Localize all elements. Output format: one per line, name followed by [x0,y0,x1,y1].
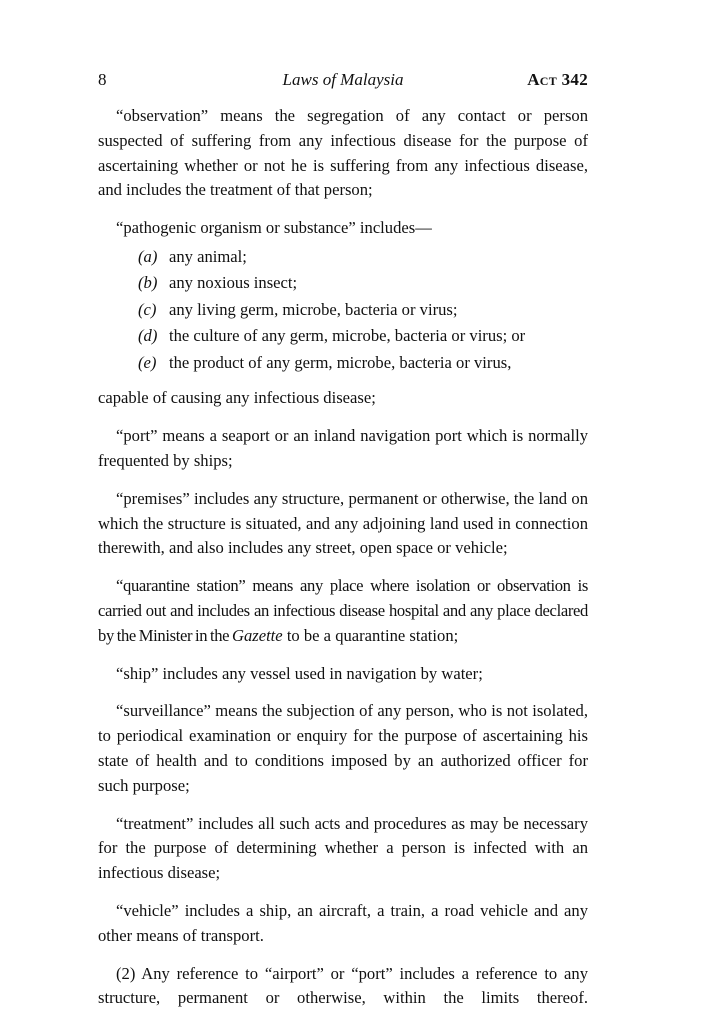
item-label: (e) [138,352,157,372]
definition-observation: “observation” means the segregation of any contact or person suspected of suffering from any infectious disease for the purpose of ascertaining whether or not he is suffering from any infectious disease, and includes the treatment of that person; [98,106,588,200]
list-item [98,350,588,377]
quarantine-text-start: “quarantine station” means any place where isolation or observation is carried out and includes an infectious disease hospital and any place declared by the Minister in the [98,576,588,645]
definition-pathogenic-intro: “pathogenic organism or substance” includes— [116,218,432,238]
list-item [98,244,588,271]
document-body [98,104,588,1024]
definition-ship: “ship” includes any vessel used in navigation by water; [116,663,483,683]
definition-vehicle: “vehicle” includes a ship, an aircraft, a train, a road vehicle and any other means of transport. [98,901,588,945]
act-number: Act 342 [527,70,588,89]
quarantine-text-end: to be a quarantine station; [282,625,459,645]
list-item [98,323,588,350]
list-item [98,297,588,324]
item-label: (b) [138,273,158,293]
gazette-term: Gazette [231,625,283,645]
item-label: (d) [138,326,158,346]
definition-surveillance: “surveillance” means the subjection of any person, who is not isolated, to periodical examination or enquiry for the purpose of ascertaining his state of health and to conditions imposed by an authorized officer for such purpose; [98,701,588,795]
list-item [98,270,588,297]
definition-premises: “premises” includes any structure, permanent or otherwise, the land on which the structure is situated, and any adjoining land used in connection therewith, and also includes any street, open space or vehicle; [98,488,588,558]
page-number: 8 [98,70,107,89]
item-label: (c) [138,299,157,319]
pathogenic-list [98,244,588,377]
definition-quarantine-station [98,574,588,648]
item-text: any living germ, microbe, bacteria or virus; [169,299,458,319]
item-text: the product of any germ, microbe, bacteria or virus, [169,352,512,372]
item-text: any noxious insect; [169,273,298,293]
definition-port: “port” means a seaport or an inland navigation port which is normally frequented by ships; [98,426,588,471]
item-text: the culture of any germ, microbe, bacteria or virus; or [169,326,526,346]
item-label: (a) [138,246,158,266]
running-title: Laws of Malaysia [282,70,404,89]
page-header [98,70,588,92]
definition-pathogenic-tail: capable of causing any infectious disease; [98,388,376,408]
item-text: any animal; [169,246,247,266]
subsection-2: (2) Any reference to “airport” or “port” includes a reference to any structure, permanent or otherwise, within the limits thereof. [98,963,588,1008]
definition-treatment: “treatment” includes all such acts and procedures as may be necessary for the purpose of determining whether a person is infected with an infectious disease; [98,813,588,883]
